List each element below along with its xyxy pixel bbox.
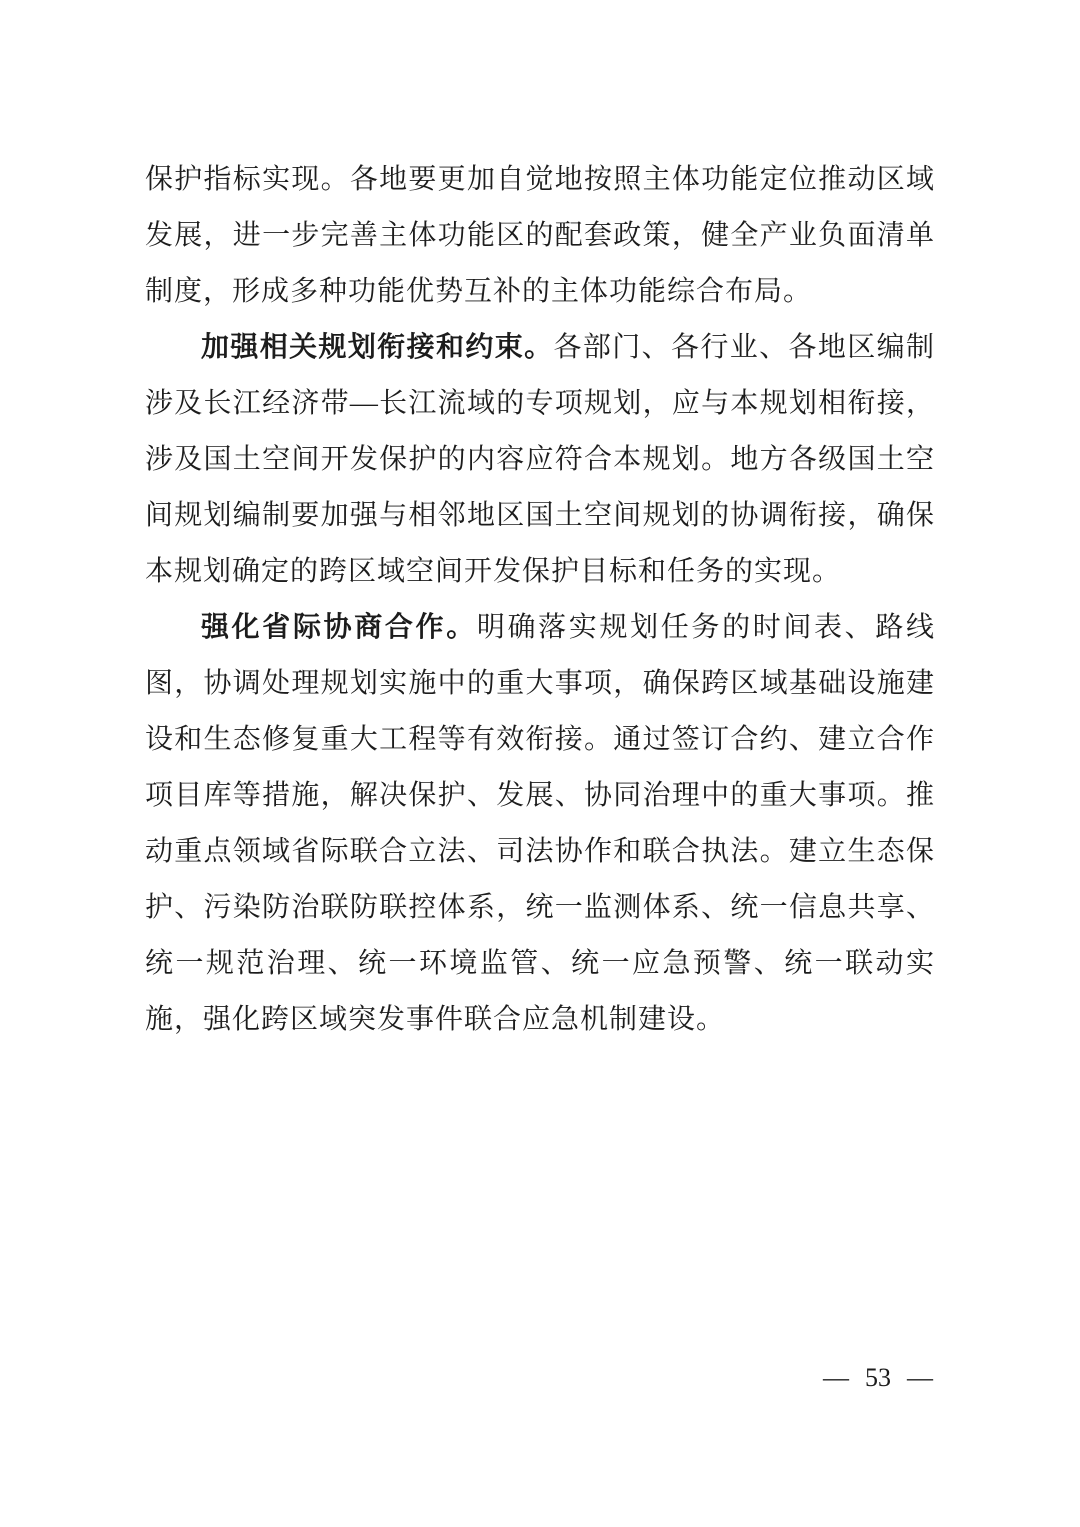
page-number-dash-left: —: [823, 1363, 849, 1392]
paragraph-text: 明确落实规划任务的时间表、路线图，协调处理规划实施中的重大事项，确保跨区域基础设施建设和生态修复重大工程等有效衔接。通过签订合约、建立合作项目库等措施，解决保护、发展、协同治理中的重大事项。推动重点领域省际联合立法、司法协作和联合执法。建立生态保护、污染防治联防联控体系，统一监测体系、统一信息共享、统一规范治理、统一环境监管、统一应急预警、统一联动实施，强化跨区域突发事件联合应急机制建设。: [145, 612, 935, 1035]
paragraph-lead: 强化省际协商合作。: [201, 612, 477, 643]
paragraph-continuation: [145, 152, 935, 320]
paragraph-text: 各部门、各行业、各地区编制涉及长江经济带—长江流域的专项规划，应与本规划相衔接，涉及国土空间开发保护的内容应符合本规划。地方各级国土空间规划编制要加强与相邻地区国土空间规划的协调衔接，确保本规划确定的跨区域空间开发保护目标和任务的实现。: [145, 332, 935, 587]
page-number-dash-right: —: [907, 1363, 933, 1392]
page-number-value: 53: [865, 1363, 891, 1392]
paragraph-text: 保护指标实现。各地要更加自觉地按照主体功能定位推动区域发展，进一步完善主体功能区的配套政策，健全产业负面清单制度，形成多种功能优势互补的主体功能综合布局。: [145, 164, 935, 307]
paragraph-interprovincial-cooperation: [145, 600, 935, 1048]
page-number: [823, 1363, 933, 1393]
paragraph-plan-coordination: [145, 320, 935, 600]
text-block: [145, 152, 935, 1048]
paragraph-lead: 加强相关规划衔接和约束。: [201, 332, 554, 363]
